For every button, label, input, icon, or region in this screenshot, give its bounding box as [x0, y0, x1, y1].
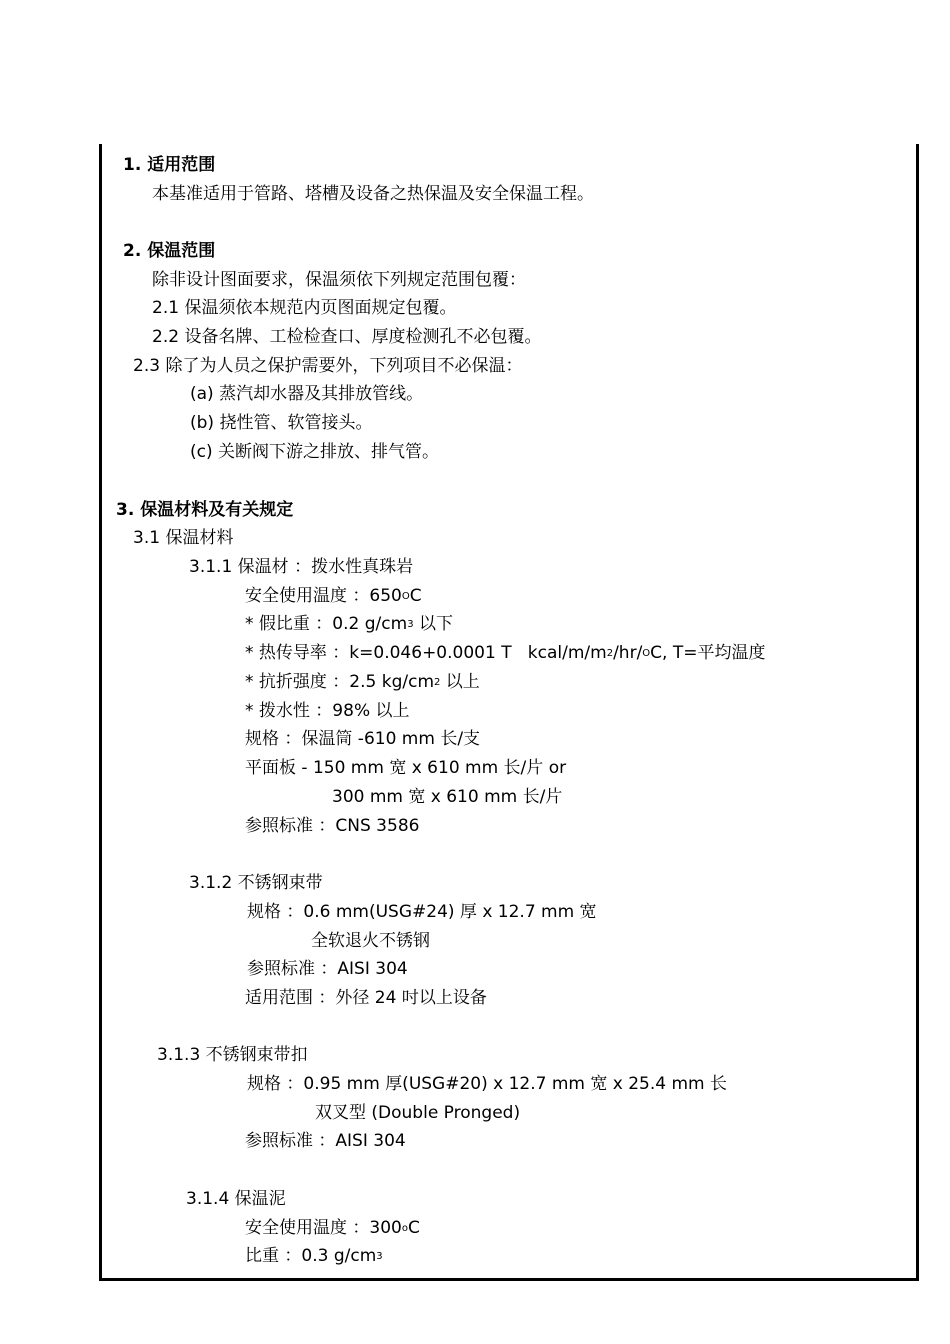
perlite-conductivity: * 热传导率 ：k=0.046+0.0001 T kcal/$m/m^2/hr/^OC$, T=平均温度 — [245, 643, 766, 663]
item-2-3: 2.3 除了为人员之保护需要外，下列项目不必保温： — [133, 356, 523, 376]
section-3-heading: 3. 保温材料及有关规定 — [116, 500, 294, 520]
item-3-1-2-heading: 3.1.2 不锈钢束带 — [189, 873, 323, 893]
band-reference: 参照标准 ：AISI 304 — [247, 959, 408, 979]
item-3-1-4-heading: 3.1.4 保温泥 — [186, 1189, 286, 1209]
band-spec-2: 全软退火不锈钢 — [311, 931, 430, 951]
perlite-panel-spec-1: 平面板 - 150 mm 宽 x 610 mm 长/片 or — [245, 758, 567, 778]
perlite-density: * 假比重 ：0.2 $g/cm^3$ 以下 — [245, 614, 453, 634]
section-1-body: 本基准适用于管路、塔槽及设备之热保温及安全保温工程。 — [152, 184, 594, 204]
cement-density: 比重 ：0.3 $g/cm^3$ — [245, 1246, 383, 1266]
item-2-3-c: (c) 关断阀下游之排放、排气管。 — [190, 442, 440, 462]
item-2-1: 2.1 保温须依本规范内页图面规定包覆。 — [152, 298, 457, 318]
perlite-panel-spec-2: 300 mm 宽 x 610 mm 长/片 — [332, 787, 563, 807]
band-spec: 规格 ：0.6 mm(USG#24) 厚 x 12.7 mm 宽 — [247, 902, 597, 922]
cement-temperature: 安全使用温度 ：300$^o$C — [245, 1218, 420, 1238]
buckle-spec-2: 双叉型 (Double Pronged) — [315, 1103, 521, 1123]
section-2-heading: 2. 保温范围 — [123, 241, 216, 261]
item-2-2: 2.2 设备名牌、工检检查口、厚度检测孔不必包覆。 — [152, 327, 542, 347]
buckle-spec: 规格 ：0.95 mm 厚(USG#20) x 12.7 mm 宽 x 25.4 mm 长 — [247, 1074, 728, 1094]
item-3-1-1-heading: 3.1.1 保温材 ：拨水性真珠岩 — [189, 557, 414, 577]
perlite-reference: 参照标准 ：CNS 3586 — [245, 816, 420, 836]
perlite-spec: 规格 ：保温筒 -610 mm 长/支 — [245, 729, 481, 749]
perlite-water-repellency: * 拨水性 ：98% 以上 — [245, 701, 410, 721]
band-scope: 适用范围 ：外径 24 吋以上设备 — [245, 988, 487, 1008]
section-2-intro: 除非设计图面要求，保温须依下列规定范围包覆： — [152, 270, 526, 290]
perlite-temperature: 安全使用温度 ：$650^OC$ — [245, 586, 422, 606]
section-1-heading: 1. 适用范围 — [123, 155, 216, 175]
perlite-flexural-strength: * 抗折强度 ：2.5 $kg/cm^2$ 以上 — [245, 672, 480, 692]
item-3-1-3-heading: 3.1.3 不锈钢束带扣 — [157, 1045, 308, 1065]
item-3-1: 3.1 保温材料 — [133, 528, 234, 548]
buckle-reference: 参照标准 ：AISI 304 — [245, 1131, 406, 1151]
item-2-3-b: (b) 挠性管、软管接头。 — [190, 413, 373, 433]
item-2-3-a: (a) 蒸汽却水器及其排放管线。 — [190, 384, 424, 404]
